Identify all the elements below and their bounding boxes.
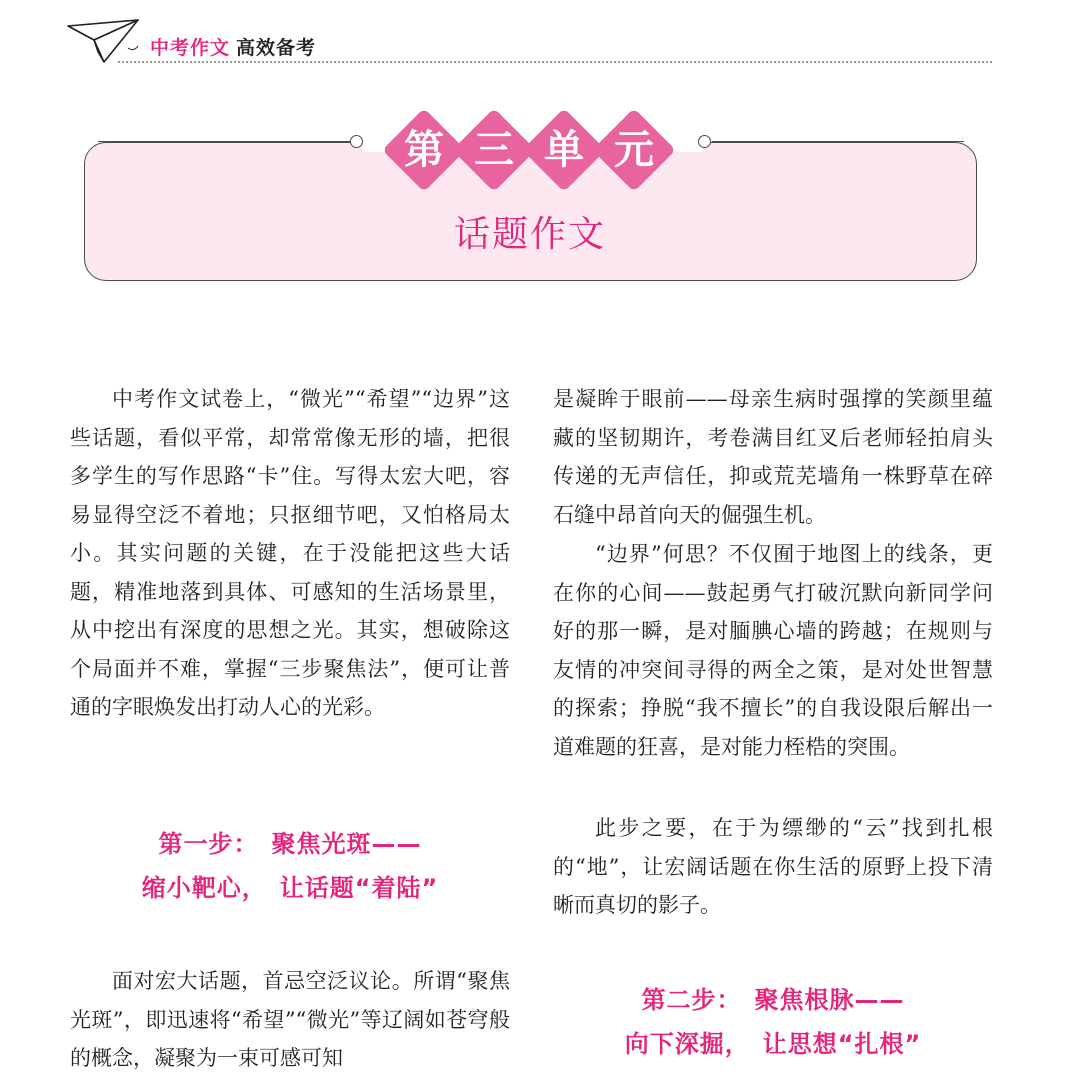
header-divider <box>118 61 992 63</box>
header-title <box>150 33 316 60</box>
header-title-rest: 高效备考 <box>236 37 317 59</box>
unit-char: 单 <box>544 127 584 173</box>
step1-heading-line2: 缩小靶心， 让话题“着陆” <box>141 874 439 902</box>
intro-paragraph: 中考作文试卷上，“微光”“希望”“边界”这些话题，看似平常，却常常像无形的墙，把很多学生的写作思路“卡”住。写得太宏大吧，容易显得空泛不着地；只抠细节吧，又怕格局太小。其实问题的关键，在于没能把这些大话题，精准地落到具体、可感知的生活场景里，从中挖出有深度的思想之光。其实，想破除这个局面并不难，掌握“三步聚焦法”，便可让普通的字眼焕发出打动人心的光彩。 <box>70 387 510 719</box>
unit-char-diamond <box>387 113 461 187</box>
banner-line-right <box>712 141 964 142</box>
unit-char-diamond <box>597 113 671 187</box>
step1-heading-line1: 第一步： 聚焦光斑—— <box>158 830 422 858</box>
unit-subtitle: 话题作文 <box>453 214 606 255</box>
unit-char-diamond <box>527 113 601 187</box>
banner-line-left <box>98 141 350 142</box>
right-paragraph-continued: 是凝眸于眼前——母亲生病时强撑的笑颜里蕴藏的坚韧期许，考卷满目红叉后老师轻拍肩头传递的无声信任，抑或荒芜墙角一株野草在碎石缝中昂首向天的倔强生机。 <box>553 387 993 527</box>
boundary-paragraph: “边界”何思？不仅囿于地图上的线条，更在你的心间——鼓起勇气打破沉默向新同学问好的那一瞬，是对腼腆心墙的跨越；在规则与友情的冲突间寻得的两全之策，是对处世智慧的探索；挣脱“我不擅长”的自我设限后解出一道难题的狂喜，是对能力桎梏的突围。 <box>553 542 993 759</box>
unit-char: 三 <box>474 127 514 173</box>
step2-heading-line2: 向下深掘， 让思想“扎根” <box>624 1030 922 1058</box>
header-title-accent: 中考作文 <box>150 37 231 59</box>
banner-circle-left <box>350 135 363 148</box>
step1-summary-paragraph: 此步之要，在于为缥缈的“云”找到扎根的“地”，让宏阔话题在你生活的原野上投下清晰而真切的影子。 <box>553 816 993 917</box>
page-header <box>0 0 1080 70</box>
unit-char: 元 <box>614 127 654 173</box>
step2-heading-line1: 第二步： 聚焦根脉—— <box>641 986 905 1014</box>
step1-heading <box>70 822 510 910</box>
unit-char: 第 <box>404 127 444 173</box>
banner-circle-right <box>698 135 711 148</box>
step1-paragraph: 面对宏大话题，首忌空泛议论。所谓“聚焦光斑”，即迅速将“希望”“微光”等辽阔如苍穹般的概念，凝聚为一束可感可知 <box>70 969 510 1070</box>
step2-heading <box>553 978 993 1066</box>
paper-plane-icon <box>64 18 142 64</box>
unit-char-diamond <box>457 113 531 187</box>
